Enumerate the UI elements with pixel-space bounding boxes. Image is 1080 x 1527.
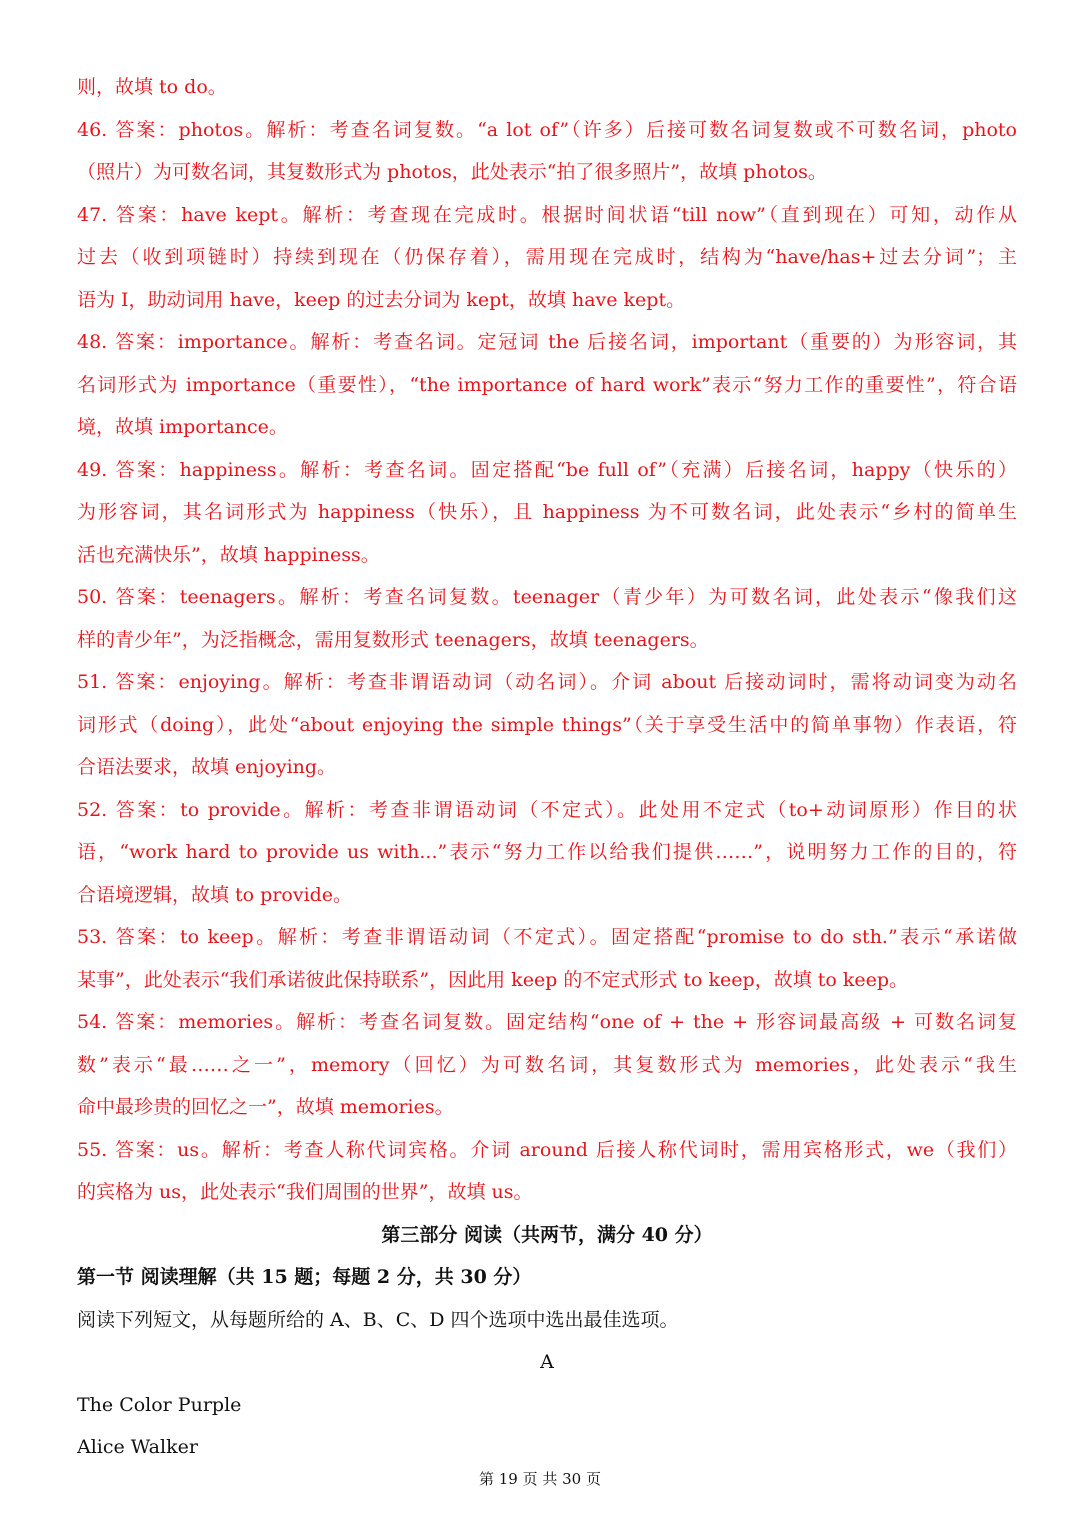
answer-line: 命中最珍贵的回忆之一”，故填 memories。 (77, 1096, 454, 1118)
answer-line: 语为 I，助动词用 have，keep 的过去分词为 kept，故填 have kept。 (77, 288, 686, 311)
answer-50-line: 50. 答案：teenagers。解析：考查名词复数。teenager（青少年）为可数名词，此处表示“像我们这 (77, 586, 1017, 608)
page-footer: 第 19 页 共 30 页 (478, 1470, 601, 1488)
passage-title: The Color Purple (77, 1393, 242, 1416)
answer-54-line: 54. 答案：memories。解析：考查名词复数。固定结构“one of + the + 形容词最高级 + 可数名词复 (77, 1011, 1017, 1033)
answer-line: 境，故填 importance。 (77, 416, 288, 438)
answer-47-line: 47. 答案：have kept。解析：考查现在完成时。根据时间状语“till now”（直到现在）可知，动作从 (77, 203, 1017, 226)
answer-52-line: 52. 答案：to provide。解析：考查非谓语动词（不定式）。此处用不定式（to+动词原形）作目的状 (77, 798, 1017, 821)
answer-line: 合语法要求，故填 enjoying。 (77, 756, 337, 778)
answer-line: 活也充满快乐”，故填 happiness。 (77, 543, 380, 566)
answer-line: 则，故填 to do。 (77, 76, 227, 98)
instruction-text: 阅读下列短文，从每题所给的 A、B、C、D 四个选项中选出最佳选项。 (77, 1308, 679, 1331)
answer-line: 为形容词，其名词形式为 happiness（快乐），且 happiness 为不可数名词，此处表示“乡村的简单生 (77, 501, 1017, 523)
passage-label: A (540, 1351, 554, 1373)
answer-line: 合语境逻辑，故填 to provide。 (77, 883, 353, 906)
page-content (77, 66, 1017, 1469)
answer-55-line: 55. 答案：us。解析：考查人称代词宾格。介词 around 后接人称代词时，需用宾格形式，we（我们） (77, 1138, 1017, 1161)
answer-line: 语，“work hard to provide us with...”表示“努力工作以给我们提供……”，说明努力工作的目的，符 (77, 841, 1017, 863)
answer-line: 某事”，此处表示“我们承诺彼此保持联系”，因此用 keep 的不定式形式 to keep，故填 to keep。 (77, 968, 909, 991)
part-title: 第三部分 阅读（共两节，满分 40 分） (381, 1223, 713, 1246)
passage-author: Alice Walker (77, 1436, 198, 1458)
answer-line: 样的青少年”，为泛指概念，需用复数形式 teenagers，故填 teenagers。 (77, 628, 709, 651)
answer-line: 的宾格为 us，此处表示“我们周围的世界”，故填 us。 (77, 1181, 533, 1203)
answer-line: 词形式（doing），此处“about enjoying the simple things”（关于享受生活中的简单事物）作表语，符 (77, 713, 1017, 736)
subsection-title: 第一节 阅读理解（共 15 题；每题 2 分，共 30 分） (77, 1266, 532, 1288)
answer-line: 过去（收到项链时）持续到现在（仍保存着），需用现在完成时，结构为“have/has+过去分词”；主 (77, 246, 1017, 268)
answer-line: （照片）为可数名词，其复数形式为 photos，此处表示“拍了很多照片”，故填 photos。 (77, 161, 827, 183)
answer-line: 名词形式为 importance（重要性），“the importance of hard work”表示“努力工作的重要性”，符合语 (77, 373, 1017, 396)
answer-46-line: 46. 答案：photos。解析：考查名词复数。“a lot of”（许多）后接可数名词复数或不可数名词，photo (77, 118, 1017, 141)
answer-line: 数”表示“最……之一”，memory（回忆）为可数名词，其复数形式为 memories，此处表示“我生 (77, 1053, 1017, 1076)
answer-49-line: 49. 答案：happiness。解析：考查名词。固定搭配“be full of”（充满）后接名词，happy（快乐的） (77, 458, 1017, 481)
answer-51-line: 51. 答案：enjoying。解析：考查非谓语动词（动名词）。介词 about 后接动词时，需将动词变为动名 (77, 671, 1017, 693)
answer-48-line: 48. 答案：importance。解析：考查名词。定冠词 the 后接名词，important（重要的）为形容词，其 (77, 331, 1017, 353)
answer-53-line: 53. 答案：to keep。解析：考查非谓语动词（不定式）。固定搭配“promise to do sth.”表示“承诺做 (77, 926, 1017, 948)
